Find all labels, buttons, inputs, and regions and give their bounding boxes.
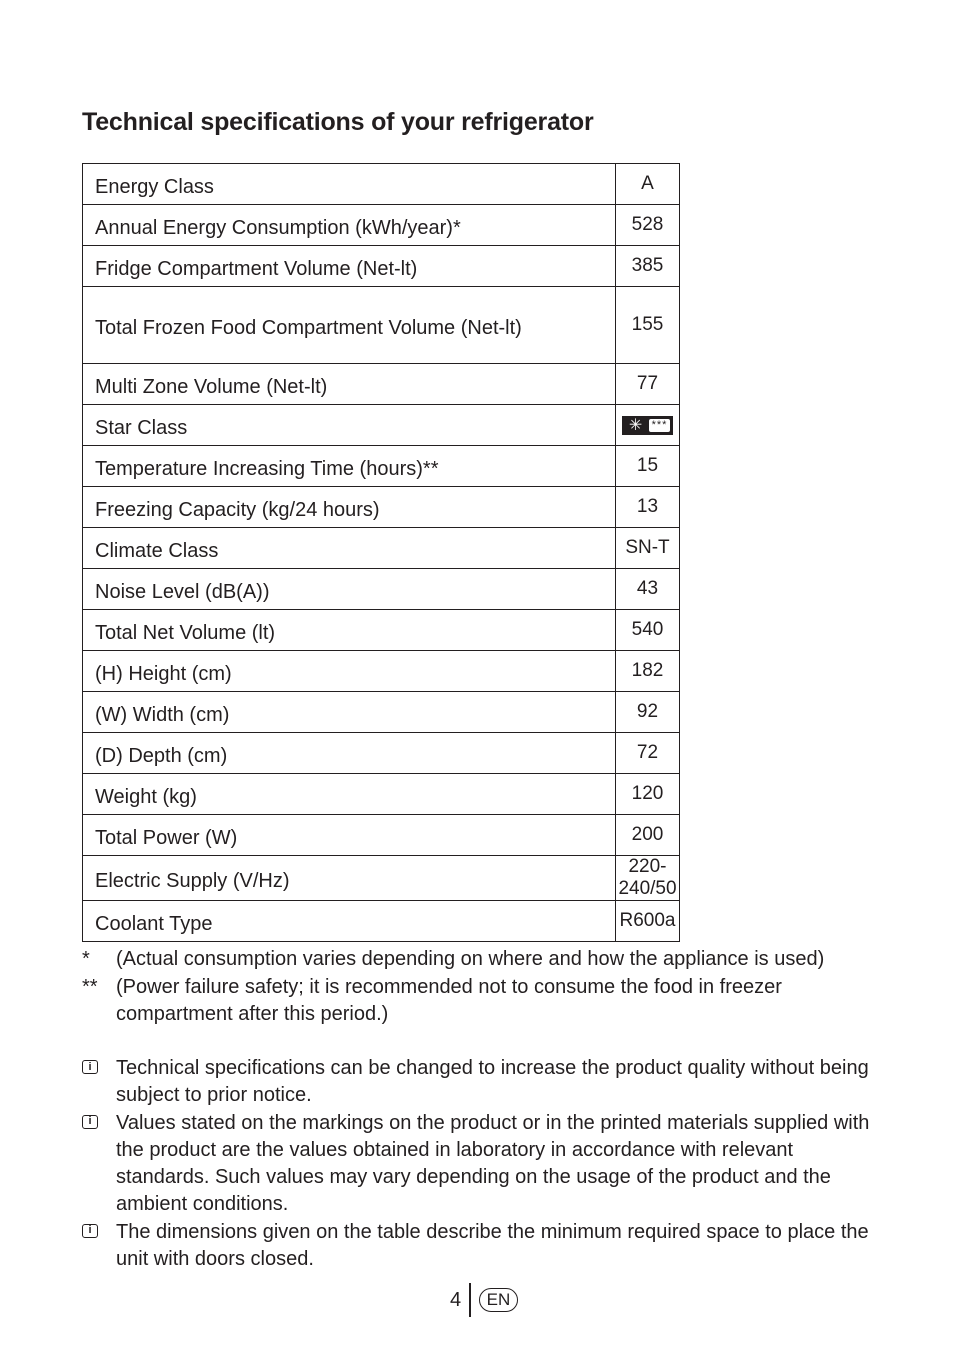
table-row [83, 246, 680, 287]
info-note-text: Values stated on the markings on the product or in the printed materials supplied with the product are the values obtained in laboratory in accordance with relevant standards. Such values may vary depending on the usage of the product and the ambient conditions. [116, 1111, 870, 1216]
footnote [82, 974, 882, 1029]
row-value: 200 [616, 815, 680, 856]
footer-divider [469, 1283, 471, 1317]
row-value: 92 [616, 692, 680, 733]
table-row [83, 692, 680, 733]
spec-table [82, 163, 680, 942]
row-value: 528 [616, 205, 680, 246]
footnote-text: (Actual consumption varies depending on where and how the appliance is used) [116, 948, 825, 970]
footnote-mark: ** [82, 975, 98, 998]
info-note-text: Technical specifications can be changed to increase the product quality without being subject to prior notice. [116, 1057, 869, 1107]
table-row [83, 733, 680, 774]
table-row [83, 446, 680, 487]
row-value: 120 [616, 774, 680, 815]
table-row [83, 651, 680, 692]
info-note-text: The dimensions given on the table describe the minimum required space to place the unit with doors closed. [116, 1220, 869, 1271]
table-row [83, 528, 680, 569]
row-value: 220-240/50 [616, 856, 680, 901]
table-row [83, 287, 680, 364]
table-row [83, 901, 680, 942]
row-label: Annual Energy Consumption (kWh/year)* [83, 205, 616, 246]
row-value: 72 [616, 733, 680, 774]
table-row [83, 364, 680, 405]
info-note [82, 1055, 882, 1110]
row-value: 540 [616, 610, 680, 651]
row-value: SN-T [616, 528, 680, 569]
info-note [82, 1110, 882, 1219]
row-label: Temperature Increasing Time (hours)** [83, 446, 616, 487]
row-label: Total Power (W) [83, 815, 616, 856]
table-row [83, 569, 680, 610]
row-value: A [616, 164, 680, 205]
row-label: Total Frozen Food Compartment Volume (Net-lt) [83, 287, 616, 364]
footnote [82, 946, 882, 974]
row-label: Freezing Capacity (kg/24 hours) [83, 487, 616, 528]
page-footer [450, 1283, 518, 1317]
row-value: 43 [616, 569, 680, 610]
row-label: Noise Level (dB(A)) [83, 569, 616, 610]
row-label: (W) Width (cm) [83, 692, 616, 733]
row-label: Coolant Type [83, 901, 616, 942]
info-note [82, 1219, 882, 1274]
row-label: (H) Height (cm) [83, 651, 616, 692]
page-number: 4 [450, 1288, 462, 1311]
row-value: 385 [616, 246, 680, 287]
info-notes [82, 1055, 882, 1273]
row-value: 15 [616, 446, 680, 487]
table-row [83, 610, 680, 651]
four-star-freezer-icon [622, 416, 674, 435]
info-icon: i [82, 1115, 98, 1129]
row-value: 182 [616, 651, 680, 692]
row-label: Weight (kg) [83, 774, 616, 815]
table-row [83, 774, 680, 815]
row-label: Multi Zone Volume (Net-lt) [83, 364, 616, 405]
table-row [83, 487, 680, 528]
star-symbol-small: *** [649, 419, 671, 432]
footnote-text: (Power failure safety; it is recommended not to consume the food in freezer compartment after this period.) [116, 975, 782, 1025]
row-label: (D) Depth (cm) [83, 733, 616, 774]
row-value [616, 405, 680, 446]
row-value: 155 [616, 287, 680, 364]
row-value: 77 [616, 364, 680, 405]
row-value: 13 [616, 487, 680, 528]
row-label: Fridge Compartment Volume (Net-lt) [83, 246, 616, 287]
language-badge: EN [479, 1288, 519, 1312]
row-label: Electric Supply (V/Hz) [83, 856, 616, 901]
table-row [83, 405, 680, 446]
star-symbol-big: ✳ [628, 417, 643, 434]
page-title: Technical specifications of your refrigerator [82, 108, 594, 136]
info-icon: i [82, 1060, 98, 1074]
row-value: R600a [616, 901, 680, 942]
row-label: Energy Class [83, 164, 616, 205]
info-icon: i [82, 1224, 98, 1238]
row-label: Total Net Volume (lt) [83, 610, 616, 651]
table-row [83, 164, 680, 205]
table-row [83, 205, 680, 246]
table-row [83, 815, 680, 856]
footnotes [82, 946, 882, 1029]
table-row [83, 856, 680, 901]
row-label: Climate Class [83, 528, 616, 569]
row-label: Star Class [83, 405, 616, 446]
footnote-mark: * [82, 948, 90, 970]
